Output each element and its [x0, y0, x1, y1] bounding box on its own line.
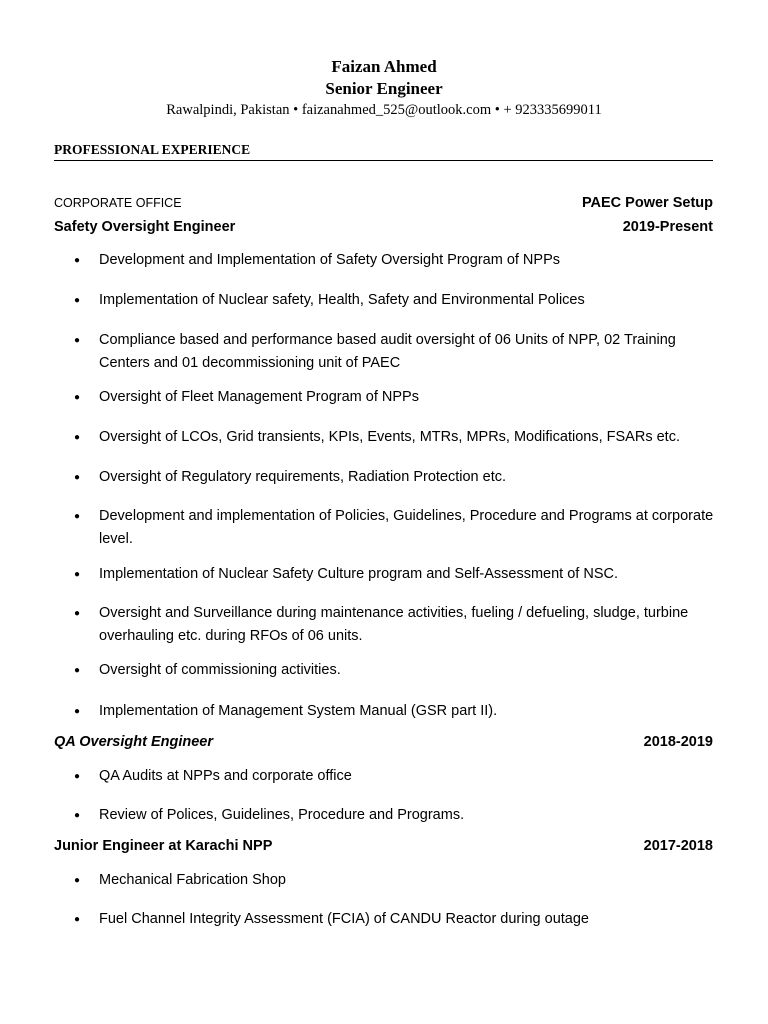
role-dates: 2019-Present	[622, 219, 713, 235]
list-item	[74, 329, 714, 375]
bullet-icon: ●	[74, 706, 81, 717]
list-item	[74, 908, 714, 931]
bullet-icon: ●	[74, 771, 81, 782]
list-item	[74, 804, 714, 827]
bullet-icon: ●	[74, 608, 81, 619]
list-item	[74, 249, 714, 272]
bullet-icon: ●	[74, 335, 81, 346]
role-dates: 2018-2019	[643, 734, 713, 750]
bullet-text: Implementation of Nuclear safety, Health, Safety and Environmental Polices	[99, 292, 585, 308]
bullet-icon: ●	[74, 511, 81, 522]
candidate-name: Faizan Ahmed	[331, 57, 437, 76]
list-item	[74, 386, 714, 409]
role-row-qa	[54, 733, 713, 751]
bullet-text: Oversight of LCOs, Grid transients, KPIs, Events, MTRs, MPRs, Modifications, FSARs etc.	[99, 429, 680, 445]
contact-line: Rawalpindi, Pakistan • faizanahmed_525@outlook.com • + 923335699011	[166, 102, 602, 118]
bullet-icon: ●	[74, 432, 81, 443]
list-item	[74, 426, 714, 449]
list-item	[74, 289, 714, 312]
bullet-text: Fuel Channel Integrity Assessment (FCIA) of CANDU Reactor during outage	[99, 911, 589, 927]
candidate-title: Senior Engineer	[325, 79, 443, 98]
bullet-icon: ●	[74, 295, 81, 306]
company-name: PAEC Power Setup	[581, 195, 713, 211]
bullet-icon: ●	[74, 392, 81, 403]
role-row-junior	[54, 837, 713, 855]
list-item	[74, 563, 714, 586]
bullet-text: Oversight of Fleet Management Program of NPPs	[99, 389, 419, 405]
bullet-text: Implementation of Management System Manual (GSR part II).	[99, 703, 498, 719]
section-heading-experience: PROFESSIONAL EXPERIENCE	[54, 141, 713, 161]
org-row	[54, 194, 713, 212]
bullet-text: Development and Implementation of Safety Oversight Program of NPPs	[99, 252, 560, 268]
role-row-safety	[54, 218, 713, 236]
role-title: Junior Engineer at Karachi NPP	[54, 838, 273, 854]
list-item	[74, 505, 714, 551]
list-item	[74, 659, 714, 682]
bullet-text: Oversight of Regulatory requirements, Radiation Protection etc.	[99, 469, 507, 485]
list-item	[74, 869, 714, 892]
bullet-icon: ●	[74, 875, 81, 886]
bullet-icon: ●	[74, 810, 81, 821]
bullet-icon: ●	[74, 569, 81, 580]
org-label: CORPORATE OFFICE	[54, 196, 182, 210]
bullet-text: Review of Polices, Guidelines, Procedure and Programs.	[99, 807, 465, 823]
bullet-text: Mechanical Fabrication Shop	[99, 872, 286, 888]
list-item	[74, 700, 714, 723]
list-item	[74, 602, 714, 648]
bullet-icon: ●	[74, 914, 81, 925]
bullet-icon: ●	[74, 255, 81, 266]
bullet-text: Development and implementation of Policies, Guidelines, Procedure and Programs at corporate level.	[99, 508, 714, 547]
bullet-icon: ●	[74, 472, 81, 483]
list-item	[74, 466, 714, 489]
bullet-text: QA Audits at NPPs and corporate office	[99, 768, 352, 784]
role-title: QA Oversight Engineer	[54, 734, 213, 750]
bullet-text: Oversight of commissioning activities.	[99, 662, 341, 678]
role-dates: 2017-2018	[643, 838, 713, 854]
resume-header	[0, 56, 768, 120]
role-title: Safety Oversight Engineer	[54, 219, 236, 235]
bullet-text: Oversight and Surveillance during maintenance activities, fueling / defueling, sludge, turbine overhauling etc. during RFOs of 06 units.	[99, 605, 689, 644]
list-item	[74, 765, 714, 788]
bullet-text: Implementation of Nuclear Safety Culture program and Self-Assessment of NSC.	[99, 566, 619, 582]
bullet-icon: ●	[74, 665, 81, 676]
bullet-text: Compliance based and performance based audit oversight of 06 Units of NPP, 02 Training Centers and 01 decommissioning unit of PAEC	[99, 332, 676, 371]
